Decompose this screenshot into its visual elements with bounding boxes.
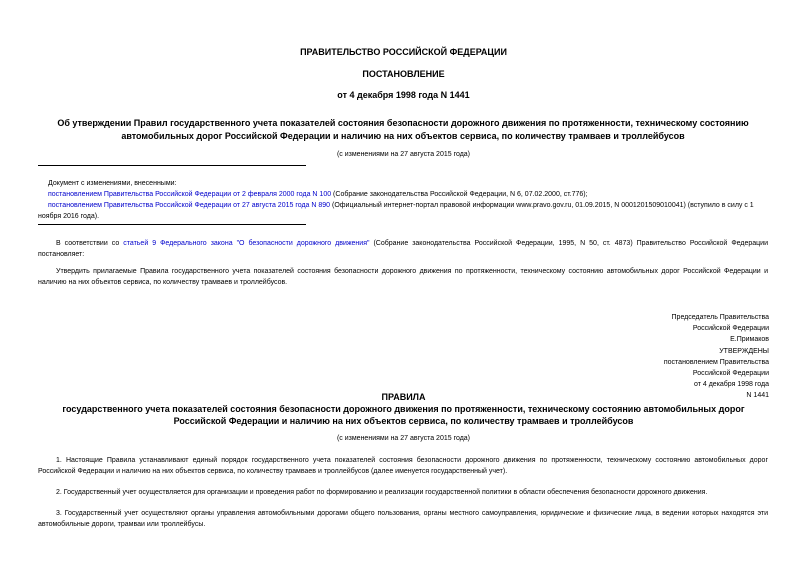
rules-changes-note: (с изменениями на 27 августа 2015 года) bbox=[336, 435, 471, 442]
amendment-item-2 bbox=[38, 200, 768, 222]
preamble-rest: (Собрание законодательства Российской Федерации, 1995, N 50, ст. 4873) Правительство Российской Федерации постановляет: bbox=[38, 240, 768, 258]
amendment-source-2: (Официальный интернет-портал правовой информации www.pravo.gov.ru, 01.09.2015, N 0001201509010041) (вступило в силу с 1 ноября 2016 года). bbox=[38, 202, 754, 220]
document-title: Об утверждении Правил государственного учета показателей состояния безопасности дорожного движения по протяженности, техническому состоянию автомобильных дорог Российской Федерации и наличию на них объектов сервиса, по количеству трамваев и троллейбусов bbox=[57, 118, 749, 141]
changes-note: (с изменениями на 27 августа 2015 года) bbox=[336, 151, 471, 158]
law-article-link[interactable]: статьей 9 Федерального закона "О безопасности дорожного движения" bbox=[123, 240, 370, 247]
signature-block bbox=[569, 312, 769, 402]
preamble-start: В соответствии со bbox=[56, 240, 124, 247]
divider-bottom bbox=[38, 224, 306, 225]
amendment-source-1: (Собрание законодательства Российской Федерации, N 6, 07.02.2000, ст.776); bbox=[331, 191, 588, 198]
rules-item-3: 3. Государственный учет осуществляют органы управления автомобильными дорогами общего пользования, органы местного самоуправления, юридические и физические лица, в ведении которых находятся эти автомобильные дороги, трамваи или троллейбусы. bbox=[38, 510, 768, 528]
amendment-link-1[interactable]: постановлением Правительства Российской Федерации от 2 февраля 2000 года N 100 bbox=[48, 191, 332, 198]
rules-item-1: 1. Настоящие Правила устанавливают единый порядок государственного учета показателей состояния безопасности дорожного движения по протяженности, техническому состоянию автомобильных дорог Российской Федерации и наличию на них объектов сервиса, по количеству трамваев и троллейбусов (далее именуется государственный учет). bbox=[38, 457, 768, 475]
approval-line: УТВЕРЖДЕНЫ bbox=[719, 347, 769, 355]
approval-line: от 4 декабря 1998 года bbox=[693, 381, 769, 389]
government-heading: ПРАВИТЕЛЬСТВО РОССИЙСКОЙ ФЕДЕРАЦИИ bbox=[300, 47, 507, 57]
amendment-item-1 bbox=[48, 189, 768, 200]
signature-line: Е.Примаков bbox=[730, 336, 769, 344]
signature-line: Председатель Правительства bbox=[671, 314, 769, 321]
doc-date-number: от 4 декабря 1998 года N 1441 bbox=[337, 90, 470, 100]
approval-line: постановлением Правительства bbox=[663, 358, 769, 366]
resolution-paragraph: Утвердить прилагаемые Правила государственного учета показателей состояния безопасности дорожного движения по протяженности, техническому состоянию автомобильных дорог Российской Федерации и наличию на них объектов сервиса, по количеству трамваев и троллейбусов. bbox=[38, 268, 768, 286]
doc-type-heading: ПОСТАНОВЛЕНИЕ bbox=[362, 69, 445, 79]
amendments-heading: Документ с изменениями, внесенными: bbox=[48, 180, 177, 187]
rules-subtitle: государственного учета показателей состояния безопасности дорожного движения по протяженности, техническому состоянию автомобильных дорог Российской Федерации и наличию на них объектов сервиса, по количеству трамваев и троллейбусов bbox=[62, 404, 745, 426]
divider-top bbox=[38, 165, 306, 166]
approval-line: Российской Федерации bbox=[692, 370, 769, 378]
rules-item-2: 2. Государственный учет осуществляется для организации и проведения работ по формированию и реализации государственной политики в области обеспечения безопасности дорожного движения. bbox=[56, 489, 708, 496]
signature-line: Российской Федерации bbox=[692, 325, 769, 333]
amendment-link-2[interactable]: постановлением Правительства Российской Федерации от 27 августа 2015 года N 890 bbox=[48, 202, 331, 209]
approval-line: N 1441 bbox=[746, 392, 769, 400]
rules-title: ПРАВИЛА bbox=[381, 392, 426, 402]
preamble-paragraph bbox=[38, 238, 768, 260]
